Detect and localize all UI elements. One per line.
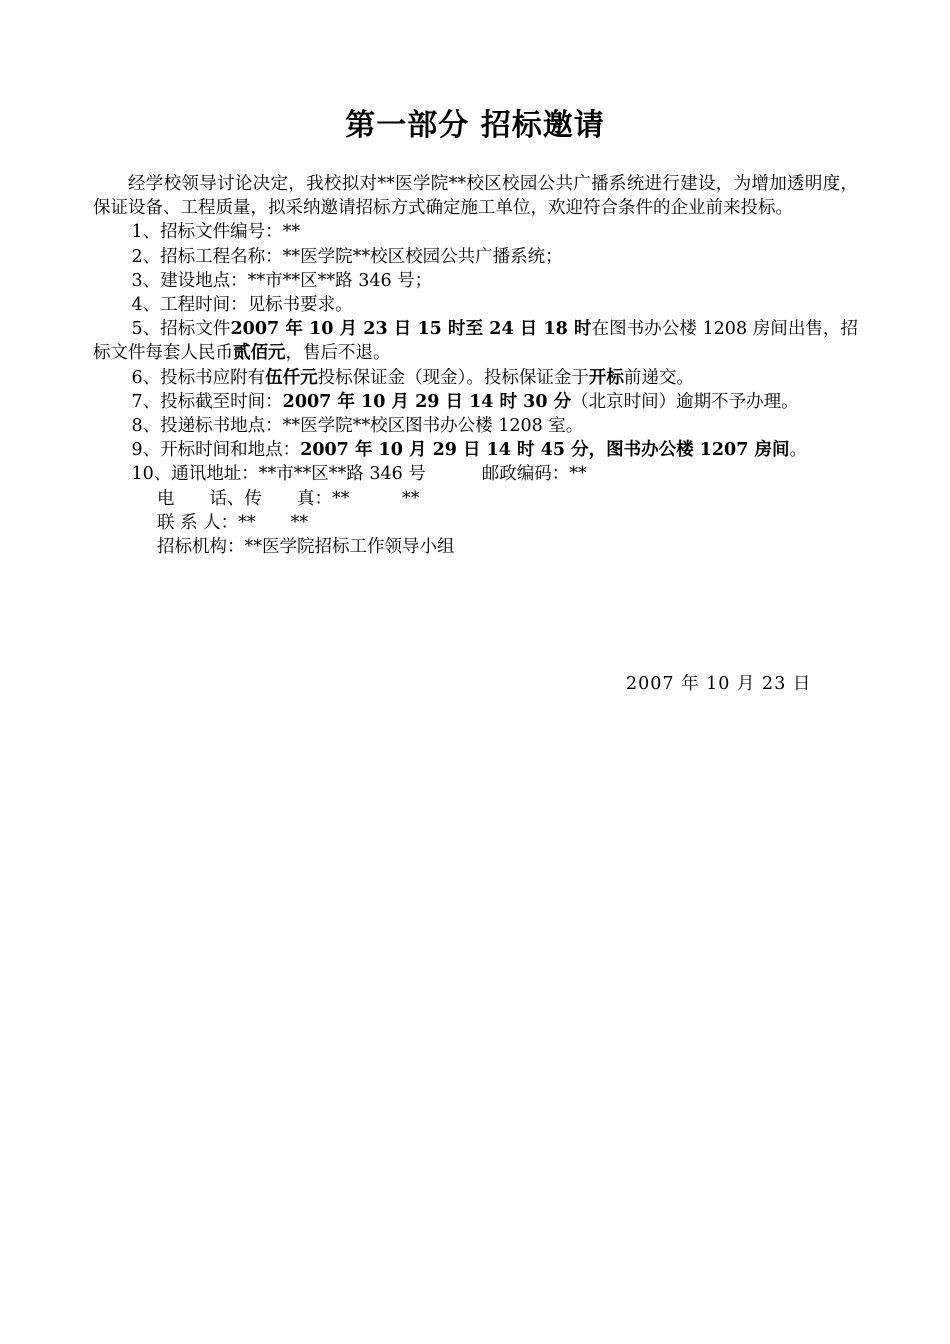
- document-date: 2007 年 10 月 23 日: [626, 674, 812, 694]
- item-5-text: 5、招标文件: [131, 319, 231, 340]
- item-1: 1、招标文件编号：**: [131, 222, 301, 243]
- item-6-deposit: 伍仟元: [265, 367, 318, 388]
- item-10: [93, 462, 858, 486]
- item-7-text: 7、投标截至时间：: [131, 391, 283, 412]
- item-7: [93, 390, 858, 414]
- contact-person: 联 系 人：** **: [157, 512, 309, 533]
- item-5-price: 贰佰元: [233, 343, 286, 364]
- phone-fax: 电 话、传 真：** **: [157, 488, 420, 509]
- item-3: 3、建设地点：**市**区**路 346 号；: [131, 270, 433, 291]
- item-5-sale-period: 2007 年 10 月 23 日 15 时至 24 日 18 时: [230, 319, 592, 340]
- item-5-text-2: 在图书办公楼 1208 房间出售，招标文件每套人民币: [93, 319, 858, 364]
- document-title: 第一部分 招标邀请: [345, 108, 605, 143]
- item-6-text-3: 前递交。: [623, 367, 694, 388]
- item-6-opening: 开标: [588, 367, 624, 388]
- organization: 招标机构：**医学院招标工作领导小组: [157, 537, 455, 558]
- postcode: 邮政编码：**: [481, 464, 587, 485]
- item-9-opening-time-place: 2007 年 10 月 29 日 14 时 45 分，图书办公楼 1207 房间: [300, 440, 790, 461]
- item-6-text: 6、投标书应附有: [131, 367, 266, 388]
- item-9-text: 9、开标时间和地点：: [131, 440, 301, 461]
- item-6: [93, 366, 858, 390]
- item-8: 8、投递标书地点：**医学院**校区图书办公楼 1208 室。: [131, 416, 584, 437]
- item-9: [93, 438, 858, 462]
- item-5: [93, 317, 858, 365]
- contact-address: 10、通讯地址：**市**区**路 346 号: [131, 464, 426, 485]
- document-body: [93, 172, 858, 559]
- item-6-text-2: 投标保证金（现金）。投标保证金于: [317, 367, 589, 388]
- item-2: 2、招标工程名称：**医学院**校区校园公共广播系统；: [131, 246, 563, 267]
- item-5-text-3: ，售后不退。: [285, 343, 391, 364]
- item-7-text-2: （北京时间）逾期不予办理。: [571, 391, 799, 412]
- item-4: 4、工程时间：见标书要求。: [131, 295, 353, 316]
- intro-paragraph: 经学校领导讨论决定，我校拟对**医学院**校区校园公共广播系统进行建设，为增加透明度，保证设备、工程质量，拟采纳邀请招标方式确定施工单位，欢迎符合条件的企业前来投标。: [93, 174, 858, 219]
- item-7-deadline: 2007 年 10 月 29 日 14 时 30 分: [282, 391, 572, 412]
- item-9-text-2: 。: [789, 440, 807, 461]
